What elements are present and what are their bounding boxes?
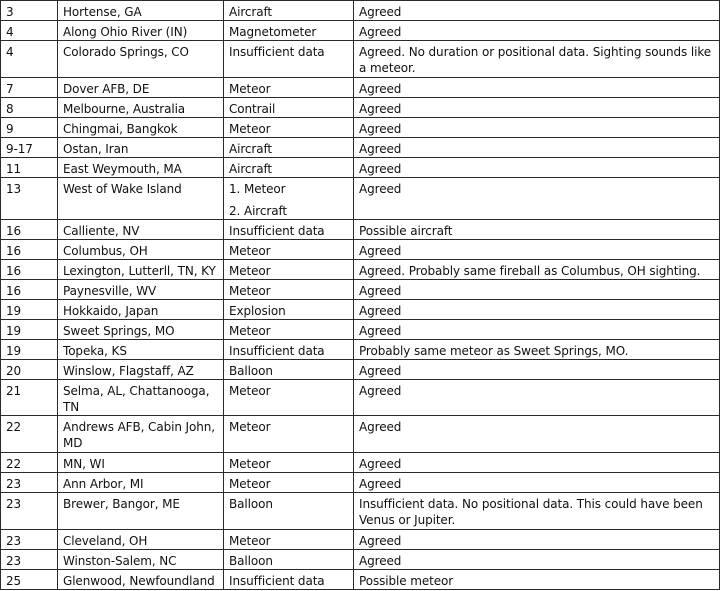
- conclusion-cell: Agreed: [354, 21, 720, 41]
- evaluation-line: Contrail: [229, 102, 276, 116]
- evaluation-cell: [224, 21, 354, 41]
- table-row: [1, 138, 720, 158]
- table-row: [1, 340, 720, 360]
- location-cell: Calliente, NV: [58, 220, 224, 240]
- date-cell: 19: [1, 320, 58, 340]
- date-cell: 16: [1, 280, 58, 300]
- date-cell: 22: [1, 453, 58, 473]
- evaluation-line: Meteor: [229, 384, 271, 398]
- conclusion-cell: Agreed: [354, 240, 720, 260]
- location-cell: Winslow, Flagstaff, AZ: [58, 360, 224, 380]
- conclusion-cell: Agreed: [354, 380, 720, 416]
- conclusion-cell: Possible meteor: [354, 570, 720, 590]
- location-cell: Lexington, Lutterll, TN, KY: [58, 260, 224, 280]
- evaluation-line: Aircraft: [229, 5, 273, 19]
- table-row: [1, 1, 720, 21]
- date-cell: 23: [1, 493, 58, 530]
- evaluation-cell: [224, 178, 354, 220]
- evaluation-line: Aircraft: [229, 142, 273, 156]
- evaluation-line: Meteor: [229, 284, 271, 298]
- date-cell: 9: [1, 118, 58, 138]
- table-row: [1, 21, 720, 41]
- conclusion-cell: Agreed: [354, 158, 720, 178]
- table-row: [1, 530, 720, 550]
- conclusion-cell: Agreed: [354, 416, 720, 453]
- date-cell: 20: [1, 360, 58, 380]
- evaluation-line: Meteor: [229, 264, 271, 278]
- evaluation-line: Insufficient data: [229, 574, 325, 588]
- conclusion-cell: Agreed: [354, 138, 720, 158]
- conclusion-cell: Agreed: [354, 118, 720, 138]
- table-row: [1, 41, 720, 78]
- evaluation-line: Balloon: [229, 554, 273, 568]
- conclusion-cell: Agreed: [354, 78, 720, 98]
- location-cell: Dover AFB, DE: [58, 78, 224, 98]
- evaluation-cell: [224, 220, 354, 240]
- evaluation-line: Balloon: [229, 364, 273, 378]
- date-cell: 22: [1, 416, 58, 453]
- location-cell: Selma, AL, Chattanooga, TN: [58, 380, 224, 416]
- evaluation-cell: [224, 158, 354, 178]
- table-row: [1, 118, 720, 138]
- evaluation-cell: [224, 41, 354, 78]
- evaluation-line: Insufficient data: [229, 45, 325, 59]
- conclusion-cell: Agreed. Probably same fireball as Columbus, OH sighting.: [354, 260, 720, 280]
- date-cell: 23: [1, 550, 58, 570]
- location-cell: West of Wake Island: [58, 178, 224, 220]
- location-cell: Chingmai, Bangkok: [58, 118, 224, 138]
- date-cell: 4: [1, 21, 58, 41]
- location-cell: Hortense, GA: [58, 1, 224, 21]
- evaluation-line: 2. Aircraft: [229, 204, 287, 218]
- table-row: [1, 493, 720, 530]
- date-cell: 19: [1, 340, 58, 360]
- table-row: [1, 158, 720, 178]
- conclusion-cell: Agreed: [354, 550, 720, 570]
- location-cell: Paynesville, WV: [58, 280, 224, 300]
- table-row: [1, 178, 720, 220]
- evaluation-line: Meteor: [229, 244, 271, 258]
- conclusion-cell: Agreed: [354, 360, 720, 380]
- date-cell: 9-17: [1, 138, 58, 158]
- table-row: [1, 98, 720, 118]
- date-cell: 11: [1, 158, 58, 178]
- location-cell: Andrews AFB, Cabin John, MD: [58, 416, 224, 453]
- date-cell: 7: [1, 78, 58, 98]
- evaluation-line: Explosion: [229, 304, 286, 318]
- conclusion-cell: Agreed: [354, 280, 720, 300]
- conclusion-cell: Probably same meteor as Sweet Springs, MO.: [354, 340, 720, 360]
- table-row: [1, 453, 720, 473]
- conclusion-cell: Agreed: [354, 98, 720, 118]
- conclusion-cell: Possible aircraft: [354, 220, 720, 240]
- evaluation-cell: [224, 240, 354, 260]
- table-row: [1, 260, 720, 280]
- table-row: [1, 220, 720, 240]
- conclusion-cell: Agreed: [354, 530, 720, 550]
- date-cell: 16: [1, 220, 58, 240]
- evaluation-line: Insufficient data: [229, 224, 325, 238]
- evaluation-cell: [224, 380, 354, 416]
- evaluation-line: Meteor: [229, 457, 271, 471]
- location-cell: Winston-Salem, NC: [58, 550, 224, 570]
- table-row: [1, 380, 720, 416]
- table-row: [1, 570, 720, 590]
- conclusion-cell: Agreed: [354, 473, 720, 493]
- conclusion-cell: Agreed: [354, 300, 720, 320]
- table-row: [1, 280, 720, 300]
- evaluation-line: Insufficient data: [229, 344, 325, 358]
- evaluation-cell: [224, 138, 354, 158]
- date-cell: 3: [1, 1, 58, 21]
- location-cell: Colorado Springs, CO: [58, 41, 224, 78]
- evaluation-line: Meteor: [229, 324, 271, 338]
- conclusion-cell: Agreed: [354, 1, 720, 21]
- date-cell: 23: [1, 473, 58, 493]
- table-row: [1, 360, 720, 380]
- location-cell: Columbus, OH: [58, 240, 224, 260]
- evaluation-line: Aircraft: [229, 162, 273, 176]
- evaluation-cell: [224, 260, 354, 280]
- date-cell: 25: [1, 570, 58, 590]
- evaluation-cell: [224, 280, 354, 300]
- location-cell: Topeka, KS: [58, 340, 224, 360]
- location-cell: Glenwood, Newfoundland: [58, 570, 224, 590]
- location-cell: Ostan, Iran: [58, 138, 224, 158]
- location-cell: Ann Arbor, MI: [58, 473, 224, 493]
- table-row: [1, 300, 720, 320]
- location-cell: Brewer, Bangor, ME: [58, 493, 224, 530]
- evaluation-line: Meteor: [229, 122, 271, 136]
- evaluation-cell: [224, 493, 354, 530]
- sightings-table-body: [1, 1, 720, 590]
- table-row: [1, 78, 720, 98]
- conclusion-cell: Agreed. No duration or positional data. Sighting sounds like a meteor.: [354, 41, 720, 78]
- table-row: [1, 240, 720, 260]
- evaluation-line: Meteor: [229, 420, 271, 434]
- evaluation-cell: [224, 98, 354, 118]
- table-row: [1, 473, 720, 493]
- evaluation-cell: [224, 473, 354, 493]
- evaluation-cell: [224, 550, 354, 570]
- evaluation-cell: [224, 360, 354, 380]
- evaluation-cell: [224, 118, 354, 138]
- location-cell: East Weymouth, MA: [58, 158, 224, 178]
- evaluation-line: Meteor: [229, 82, 271, 96]
- evaluation-cell: [224, 416, 354, 453]
- evaluation-cell: [224, 530, 354, 550]
- conclusion-cell: Insufficient data. No positional data. This could have been Venus or Jupiter.: [354, 493, 720, 530]
- table-row: [1, 320, 720, 340]
- conclusion-cell: Agreed: [354, 320, 720, 340]
- evaluation-line: Meteor: [229, 477, 271, 491]
- date-cell: 13: [1, 178, 58, 220]
- evaluation-cell: [224, 570, 354, 590]
- location-cell: Hokkaido, Japan: [58, 300, 224, 320]
- conclusion-cell: Agreed: [354, 453, 720, 473]
- evaluation-line: Meteor: [229, 534, 271, 548]
- evaluation-cell: [224, 300, 354, 320]
- evaluation-cell: [224, 1, 354, 21]
- evaluation-line: 1. Meteor: [229, 182, 286, 196]
- date-cell: 23: [1, 530, 58, 550]
- evaluation-line: Balloon: [229, 497, 273, 511]
- date-cell: 19: [1, 300, 58, 320]
- evaluation-cell: [224, 340, 354, 360]
- location-cell: Along Ohio River (IN): [58, 21, 224, 41]
- conclusion-cell: Agreed: [354, 178, 720, 220]
- date-cell: 4: [1, 41, 58, 78]
- date-cell: 8: [1, 98, 58, 118]
- table-row: [1, 416, 720, 453]
- date-cell: 16: [1, 260, 58, 280]
- location-cell: Cleveland, OH: [58, 530, 224, 550]
- date-cell: 16: [1, 240, 58, 260]
- table-row: [1, 550, 720, 570]
- location-cell: Sweet Springs, MO: [58, 320, 224, 340]
- location-cell: Melbourne, Australia: [58, 98, 224, 118]
- evaluation-cell: [224, 320, 354, 340]
- location-cell: MN, WI: [58, 453, 224, 473]
- evaluation-cell: [224, 78, 354, 98]
- evaluation-cell: [224, 453, 354, 473]
- evaluation-line: Magnetometer: [229, 25, 317, 39]
- date-cell: 21: [1, 380, 58, 416]
